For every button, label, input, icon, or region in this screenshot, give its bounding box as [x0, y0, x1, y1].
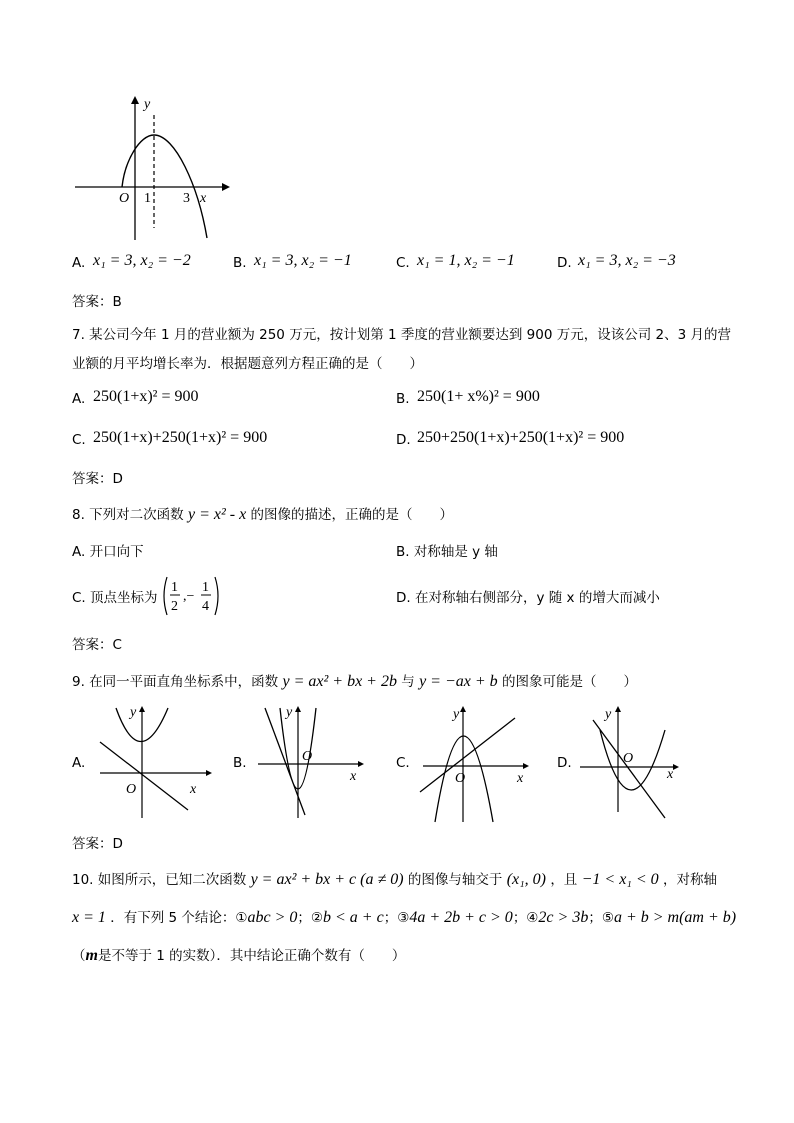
svg-text:O: O — [455, 771, 466, 786]
q10-l1-prefix: 10. 如图所示，已知二次函数 — [72, 872, 247, 888]
q9-f1: y = ax² + bx + 2b — [282, 673, 397, 690]
svg-text:,−: ,− — [183, 589, 195, 604]
q9-label-d: D. — [557, 755, 572, 771]
q10-sep-3: ；③ — [383, 910, 410, 926]
q10-sep-2: ；② — [297, 910, 323, 926]
q9-graph-c — [415, 700, 540, 825]
q10-l1-point: (x₁, 0) — [506, 871, 547, 888]
q10-sep-5: ；⑤ — [588, 910, 614, 926]
q10-axis-eq: x = 1 — [72, 909, 106, 926]
q6-option-d-letter: D. — [557, 255, 572, 271]
q9-answer: 答案：D — [72, 836, 123, 852]
q9-suffix: 的图象可能是（ ） — [501, 674, 637, 690]
y-axis-arrow — [131, 96, 139, 104]
q8-option-d-letter: D. — [396, 590, 411, 606]
q10-conclusion-2: b < a + c — [323, 909, 384, 926]
q8-option-d-text: 在对称轴右侧部分，y 随 x 的增大而减小 — [414, 590, 660, 606]
q7-stem-line1: 7. 某公司今年 1 月的营业额为 250 万元，按计划第 1 季度的营业额要达到 900 万元，设该公司 2、3 月的营 — [72, 327, 731, 343]
c-den2: 4 — [202, 599, 209, 614]
q10-l1-inequality: −1 < x₁ < 0 — [581, 871, 659, 888]
svg-text:O: O — [623, 751, 634, 766]
svg-text:x: x — [350, 769, 357, 784]
c-den1: 2 — [171, 599, 178, 614]
q10-conclusion-3: 4a + 2b + c > 0 — [409, 909, 513, 926]
q6-graph — [70, 90, 235, 245]
q8-option-a — [72, 540, 144, 560]
q8-prefix: 8. 下列对二次函数 — [72, 507, 184, 523]
q9-label-a: A. — [72, 755, 86, 771]
svg-text:y: y — [605, 707, 612, 722]
q6-answer: 答案：B — [72, 294, 122, 310]
q6-option-b-letter: B. — [233, 255, 247, 271]
line-b — [265, 708, 305, 815]
q8-option-b-text: 对称轴是 y 轴 — [413, 544, 498, 560]
svg-text:x: x — [190, 782, 197, 797]
q9-f2: y = −ax + b — [419, 673, 498, 690]
tick-1-label: 1 — [144, 191, 151, 206]
tick-3-label: 3 — [183, 191, 190, 206]
q9-graph-b — [250, 700, 375, 820]
q9-graph-d — [575, 700, 700, 825]
q10-l1-end: ，对称轴 — [662, 872, 717, 888]
line-c — [420, 718, 515, 792]
q7-answer: 答案：D — [72, 471, 123, 487]
q8-option-c — [72, 586, 158, 606]
q6-option-b: x₁ = 3, x₂ = −1 — [254, 252, 352, 269]
q10-l1-mid2: ，且 — [550, 872, 578, 888]
q10-l1-function: y = ax² + bx + c (a ≠ 0) — [250, 871, 404, 888]
q7-option-d: 250+250(1+x)+250(1+x)² = 900 — [417, 429, 625, 446]
svg-text:y: y — [130, 705, 137, 720]
q10-l1-mid: 的图像与轴交于 — [407, 872, 503, 888]
x-label: x — [200, 191, 207, 206]
q7-option-c: 250(1+x)+250(1+x)² = 900 — [93, 429, 268, 446]
q8-option-b-letter: B. — [396, 544, 410, 560]
q9-prefix: 9. 在同一平面直角坐标系中，函数 — [72, 674, 279, 690]
q10-conclusion-5: a + b > m(am + b) — [613, 909, 737, 926]
q7-option-a-letter: A. — [72, 391, 86, 407]
q9-label-b: B. — [233, 755, 247, 771]
q8-option-a-letter: A. — [72, 544, 86, 560]
q7-option-b: 250(1+ x%)² = 900 — [417, 388, 540, 405]
q10-l2-text: ．有下列 5 个结论：① — [110, 910, 248, 926]
q10-line2 — [72, 906, 736, 927]
q9-label-c: C. — [396, 755, 410, 771]
q9-mid: 与 — [401, 674, 415, 690]
q10-conclusion-1: abc > 0 — [247, 909, 298, 926]
q6-option-d: x₁ = 3, x₂ = −3 — [578, 252, 676, 269]
c-num1: 1 — [171, 580, 178, 595]
q8-option-d — [396, 586, 660, 606]
line-d — [593, 720, 665, 818]
q6-option-a: x₁ = 3, x₂ = −2 — [93, 252, 191, 269]
q8-option-b — [396, 540, 498, 560]
q10-l3-m: m — [85, 947, 98, 964]
svg-text:O: O — [302, 749, 313, 764]
q7-option-b-letter: B. — [396, 391, 410, 407]
q10-sep-4: ；④ — [512, 910, 539, 926]
svg-text:x: x — [517, 771, 524, 786]
svg-text:y: y — [286, 705, 293, 720]
q6-option-c-letter: C. — [396, 255, 410, 271]
q7-option-d-letter: D. — [396, 432, 411, 448]
q6-option-a-letter: A. — [72, 255, 86, 271]
q8-option-c-prefix: 顶点坐标为 — [90, 590, 158, 606]
q10-l3-text: 是不等于 1 的实数）．其中结论正确个数有（ ） — [97, 948, 406, 964]
q10-line1 — [72, 868, 717, 889]
svg-text:y: y — [453, 707, 460, 722]
y-label: y — [144, 97, 151, 112]
q8-formula: y = x² - x — [187, 506, 247, 523]
origin-label: O — [119, 191, 130, 206]
x-axis-arrow — [222, 183, 230, 191]
q10-line3 — [72, 944, 405, 965]
q7-stem-line2: 业额的月平均增长率为．根据题意列方程正确的是（ ） — [72, 356, 423, 372]
svg-text:x: x — [667, 767, 674, 782]
q9-graph-a — [90, 700, 215, 820]
line-a — [100, 742, 188, 810]
q7-option-c-letter: C. — [72, 432, 86, 448]
svg-text:O: O — [126, 782, 137, 797]
q8-stem — [72, 503, 453, 524]
q8-option-c-letter: C. — [72, 590, 86, 606]
q9-stem — [72, 670, 637, 691]
q8-suffix: 的图像的描述，正确的是（ ） — [250, 507, 453, 523]
c-num2: 1 — [202, 580, 209, 595]
q6-option-c: x₁ = 1, x₂ = −1 — [417, 252, 515, 269]
q8-option-a-text: 开口向下 — [89, 544, 144, 560]
q7-option-a: 250(1+x)² = 900 — [93, 388, 199, 405]
q10-conclusion-4: 2c > 3b — [538, 909, 589, 926]
q8-answer: 答案：C — [72, 637, 122, 653]
q10-l3-pre: （ — [72, 948, 86, 964]
q8-option-c-fraction — [160, 574, 230, 618]
